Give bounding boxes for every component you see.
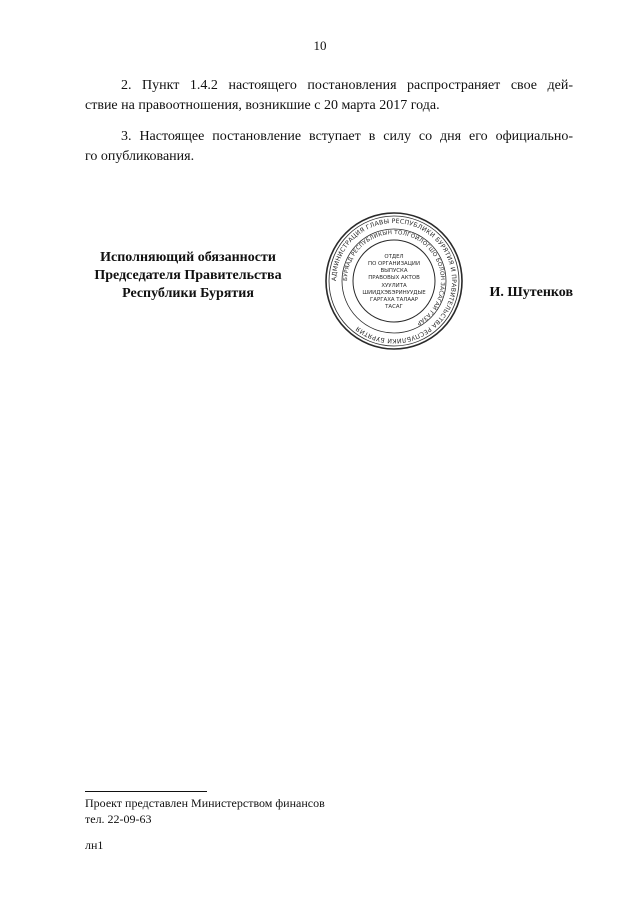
body-paragraph-2 [85,76,573,116]
seal-ring-text-inner: БУРЯАД РЕСПУБЛИКЫН ТОЛГОЙЛОГШО БОЛОН ЗАСАГАЙ ГАЗАР [342,229,446,326]
seal-center-line: ТАСАГ [385,304,403,310]
footnote-phone: тел. 22-09-63 [85,812,152,826]
seal-center-line: ГАРГАХА ТАЛААР [370,297,418,303]
seal-center-line: ПО ОРГАНИЗАЦИИ [368,261,420,267]
seal-center-line: ПРАВОВЫХ АКТОВ [368,275,420,281]
signer-title-line: Исполняющий обязанности [100,250,276,265]
paragraph-line: 3. Настоящее постановление вступает в силу со дня его официально- [121,129,573,144]
paragraph-line: ствие на правоотношения, возникшие с 20 марта 2017 года. [85,98,440,113]
signer-title-line: Председателя Правительства [94,268,282,283]
footnote-code: лн1 [85,838,104,852]
seal-center-line: ХУУЛИТА [381,283,407,289]
paragraph-line: 2. Пункт 1.4.2 настоящего постановления распространяет свое дей- [121,78,573,93]
footnote-divider [85,791,207,792]
signer-title [80,249,296,303]
signer-title-line: Республики Бурятия [122,286,254,301]
paragraph-line: го опубликования. [85,149,195,164]
seal-ring-text: АДМИНИСТРАЦИЯ ГЛАВЫ РЕСПУБЛИКИ БУРЯТИЯ И ПРАВИТЕЛЬСТВА РЕСПУБЛИКИ БУРЯТИЯ [330,217,458,345]
seal-center-line: ВЫПУСКА [380,268,408,274]
seal-center-line: ШИИДХЭБЭРИНУУДЫЕ [362,290,426,296]
page-number: 10 [313,38,327,53]
signer-name: И. Шутенков [489,285,573,300]
footnote-project-note: Проект представлен Министерством финансов [85,796,325,810]
seal-ring-3 [342,229,446,333]
official-seal [323,210,465,352]
seal-center-line: ОТДЕЛ [384,254,404,260]
body-paragraph-3 [85,127,573,167]
